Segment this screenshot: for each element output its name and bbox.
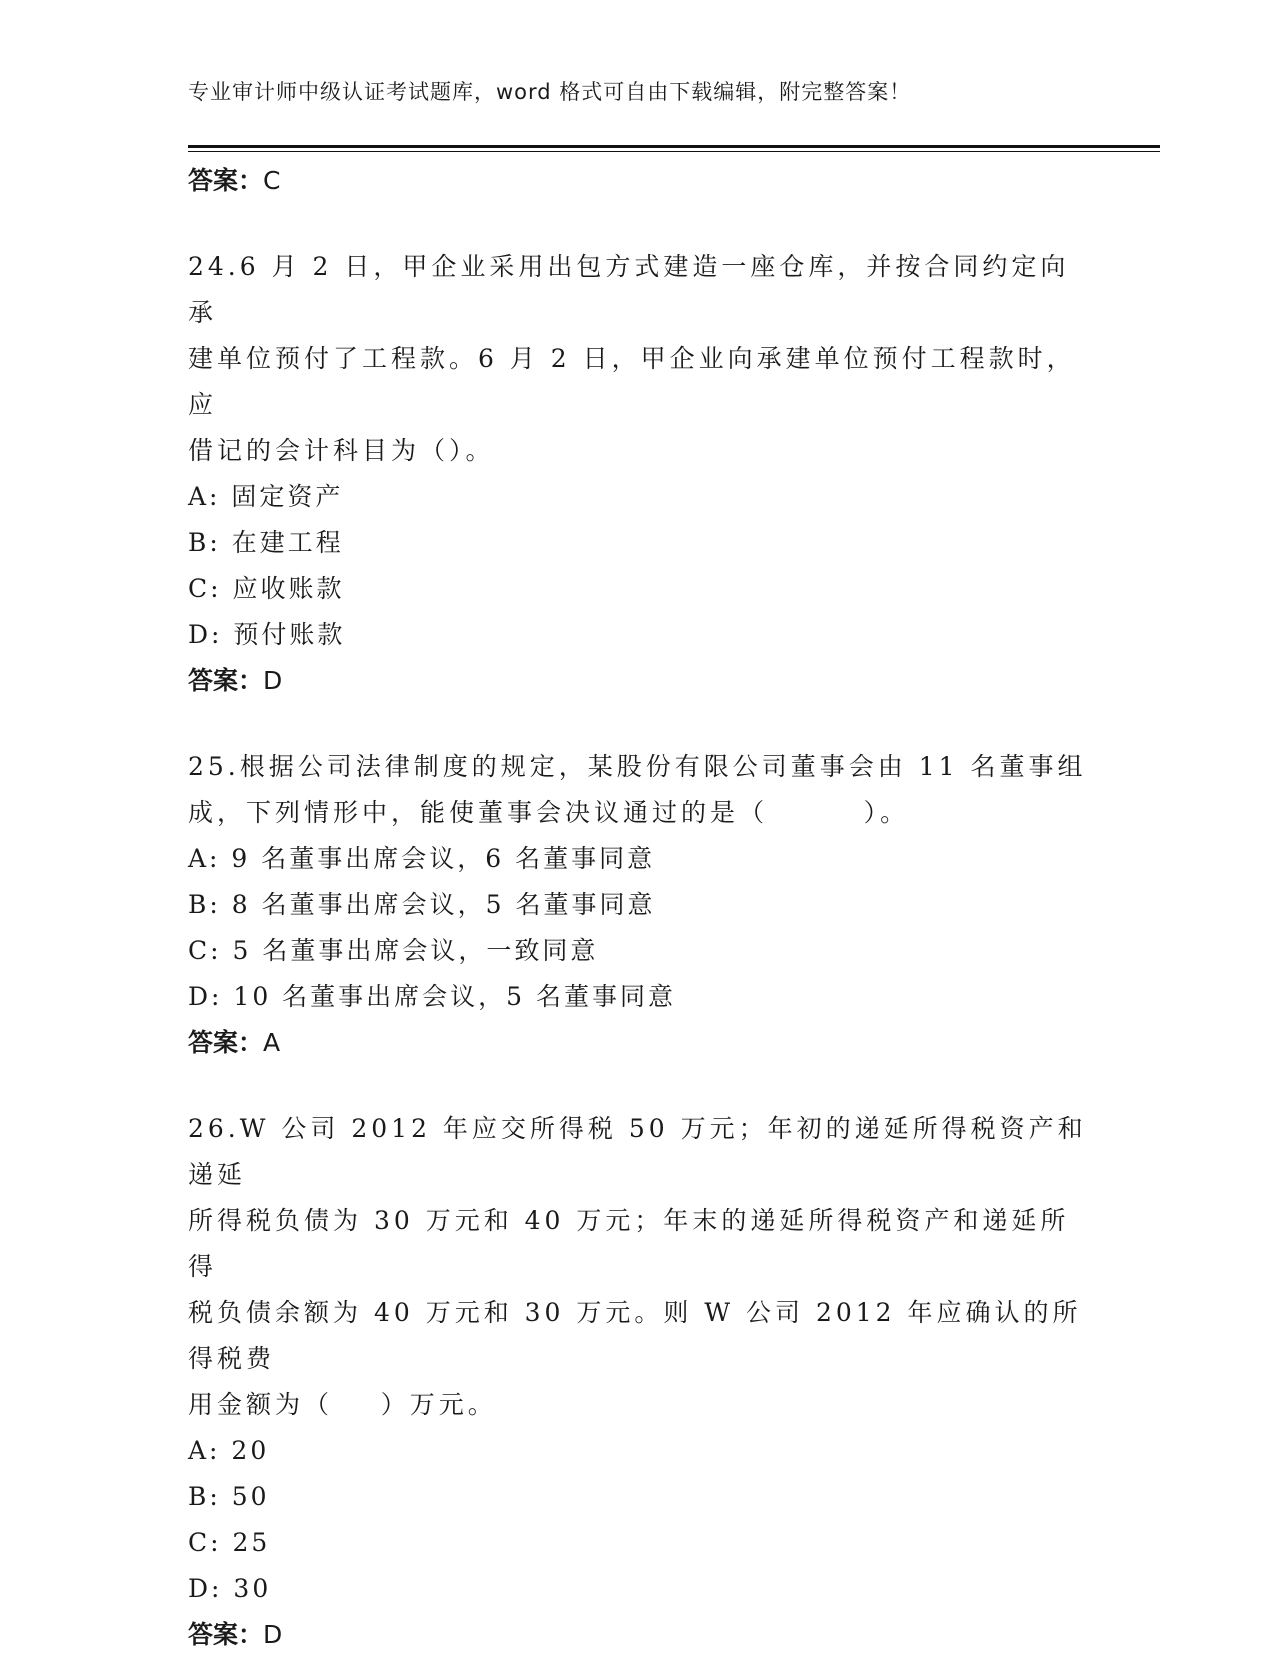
- option-d: D: 10 名董事出席会议，5 名董事同意: [188, 982, 677, 1011]
- answer-value: D: [263, 666, 283, 695]
- question-stem: 25.根据公司法律制度的规定，某股份有限公司董事会由 11 名董事组 成，下列情形中，能使董事会决议通过的是（ ）。: [188, 752, 1087, 827]
- question-stem: 24.6 月 2 日，甲企业采用出包方式建造一座仓库，并按合同约定向承 建单位预付了工程款。6 月 2 日，甲企业向承建单位预付工程款时，应 借记的会计科目为（）。: [188, 252, 1076, 465]
- answer-value: C: [263, 166, 281, 195]
- header-rule-thin: [188, 151, 1160, 152]
- option-c: C: 25: [188, 1528, 271, 1557]
- answer-label: 答案：: [188, 666, 264, 695]
- question-stem: 26.W 公司 2012 年应交所得税 50 万元；年初的递延所得税资产和递延 所得税负债为 30 万元和 40 万元；年末的递延所得税资产和递延所得 税负债余额为 40 万元和 30 万元。则 W 公司 2012 年应确认的所得税费 用金额为（ ）万元。: [188, 1114, 1087, 1419]
- option-c: C: 5 名董事出席会议，一致同意: [188, 936, 599, 965]
- question-26: [188, 1106, 1088, 1658]
- header-rule-thick: [188, 145, 1160, 148]
- option-a: A: 20: [188, 1436, 270, 1465]
- option-c: C: 应收账款: [188, 574, 345, 603]
- page-header: 专业审计师中级认证考试题库，word 格式可自由下载编辑，附完整答案！: [188, 80, 912, 104]
- answer-value: D: [263, 1620, 283, 1649]
- answer-line: [188, 158, 1088, 204]
- option-b: B: 50: [188, 1482, 270, 1511]
- answer-value: A: [263, 1028, 281, 1057]
- option-a: A: 固定资产: [188, 482, 344, 511]
- option-d: D: 预付账款: [188, 620, 346, 649]
- answer-line: [188, 1612, 1088, 1658]
- answer-label: 答案：: [188, 166, 264, 195]
- question-24: [188, 244, 1088, 704]
- answer-line: [188, 658, 1088, 704]
- question-25: [188, 744, 1088, 1066]
- answer-label: 答案：: [188, 1620, 264, 1649]
- option-d: D: 30: [188, 1574, 272, 1603]
- option-b: B: 8 名董事出席会议，5 名董事同意: [188, 890, 656, 919]
- answer-line: [188, 1020, 1088, 1066]
- option-a: A: 9 名董事出席会议，6 名董事同意: [188, 844, 656, 873]
- answer-label: 答案：: [188, 1028, 264, 1057]
- document-body: [188, 158, 1088, 1658]
- option-b: B: 在建工程: [188, 528, 344, 557]
